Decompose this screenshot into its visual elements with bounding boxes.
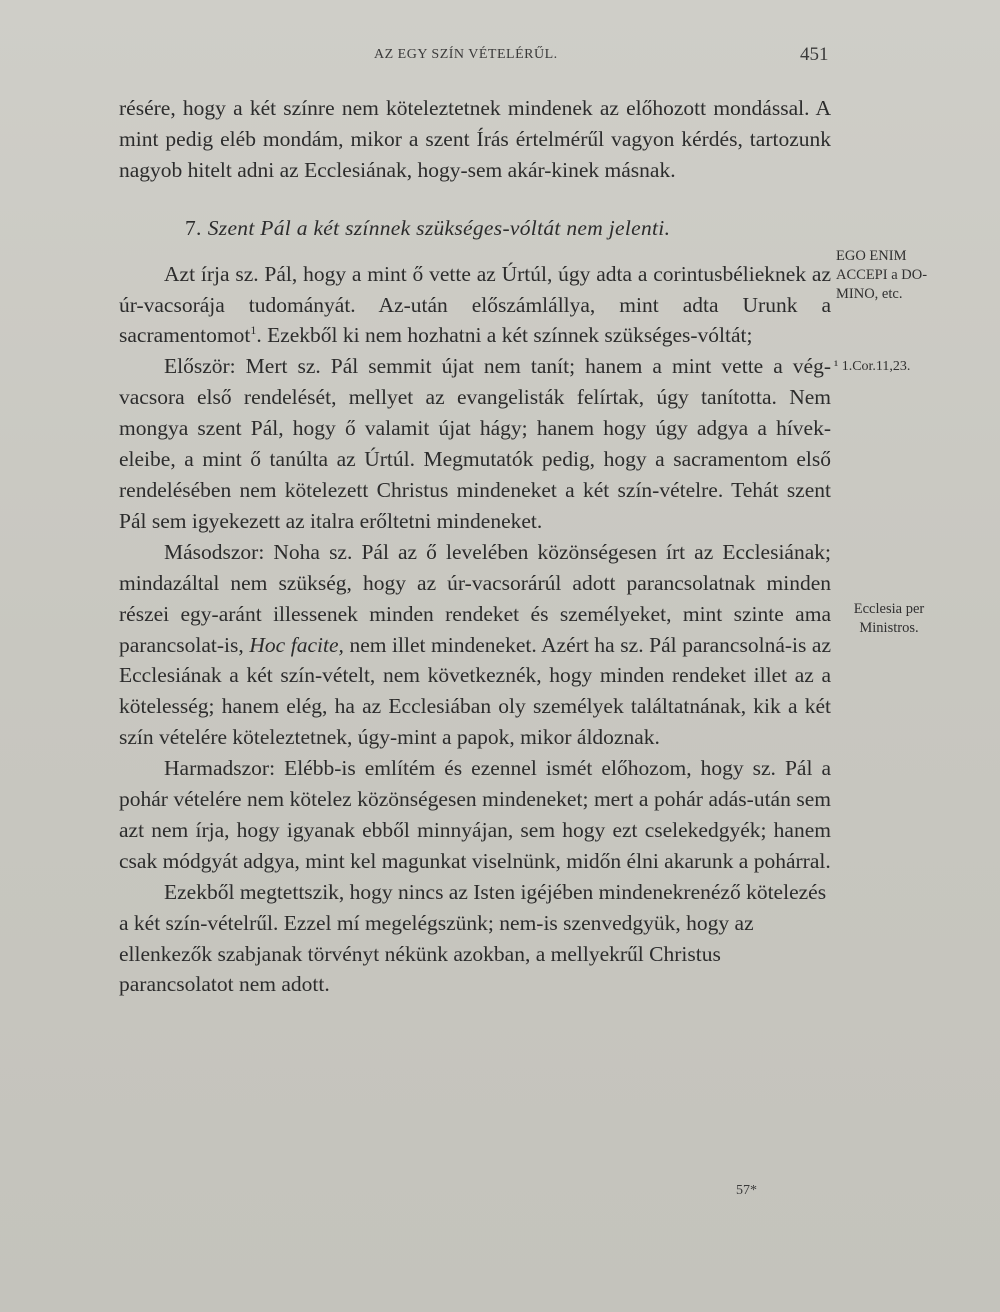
paragraph-3-part-a: Másodszor: Noha sz. Pál az ő levelében közönségesen írt az Ecclesiának; mindazáltal nem szükség, hogy az úr-vacsorárúl adott parancsolatnak minden részei egy-aránt illessenek minden rendeket és személyeket, mint szinte ama parancsolat-is, [119, 539, 831, 657]
printer-signature: 57* [736, 1183, 757, 1198]
page-number: 451 [800, 44, 829, 65]
paragraph-4: Harmadszor: Elébb-is említém és ezennel ismét előhozom, hogy sz. Pál a pohár vételére nem kötelez közönségesen mindeneket; mert a pohár adás-után sem azt nem írja, hogy igyanak ebből minnyájan, sem hogy ezt cselekedgyék; hanem csak módgyát adgya, mint kel magunkat viselnünk, midőn élni akarunk a pohárral. [119, 756, 831, 873]
body-text [119, 93, 831, 1000]
margin-note-line: MINO, etc. [836, 286, 903, 302]
margin-note-line: Ecclesia per [853, 601, 925, 617]
margin-note-ecclesia [834, 600, 944, 638]
margin-note-line: EGO ENIM [836, 248, 907, 264]
footnote-marker: 1 [250, 323, 257, 338]
paragraph-continuation: résére, hogy a két színre nem köteleztetnek mindenek az előhozott mondással. A mint pedig eléb mondám, mikor a szent Írás értelmérűl vagyon kérdés, tartozunk nagyob hitelt adni az Ecclesiának, hogy-sem akár-kinek másnak. [119, 96, 831, 182]
running-title: AZ EGY SZÍN VÉTELÉRŰL. [374, 47, 558, 62]
margin-note-ego-enim [836, 247, 956, 304]
section-title: Szent Pál a két színnek szükséges-vóltát nem jelenti. [207, 215, 671, 240]
paragraph-2: Először: Mert sz. Pál semmit újat nem tanít; hanem a mint vette a vég-vacsora első rendelését, mellyet az evangelisták felírtak, úgy tanította. Nem mongya szent Pál, hogy ő valamit újat hágy; hanem hogy úgy adgya a hívek-eleibe, a mint ő tanúlta az Úrtúl. Megmutatók pedig, hogy a sacramentom első rendelésében nem kötelezett Christus mindeneket a két szín-vételre. Tehát szent Pál sem igyekezett az italra erőltetni mindeneket. [119, 354, 831, 533]
paragraph-3-part-b: nem illet mindeneket. Azért ha sz. Pál parancsolná-is az Ecclesiának a két szín-vételt, nem következnék, hogy minden rendeket illet az a kötelesség; hanem elég, ha az Ecclesiában oly személyek találtatnának, kik a két szín vételére köteleztetnek, úgy-mint a papok, mikor áldoznak. [119, 632, 832, 750]
margin-note-reference: ¹ 1.Cor.11,23. [834, 359, 911, 374]
paragraph-3 [119, 537, 831, 753]
margin-note-line: ACCEPI a DO- [836, 267, 928, 283]
margin-note-line: Ministros. [859, 620, 919, 636]
paragraph-1-part-a: Azt írja sz. Pál, hogy a mint ő vette az Úrtúl, úgy adta a corintusbélieknek az úr-vacsorája tudományát. Az-után előszámlállya, mint adta Urunk a sacramentomot [119, 261, 831, 348]
paragraph-1-part-b: . Ezekből ki nem hozhatni a két színnek szükséges-vóltát; [256, 323, 753, 348]
latin-quote: Hoc facite, [249, 632, 344, 657]
section-heading [119, 213, 831, 244]
paragraph-5: Ezekből megtettszik, hogy nincs az Isten igéjében mindenekrenéző kötelezés a két szín-vételrűl. Ezzel mí megelégszünk; nem-is szenvedgyük, hogy az ellenkezők szabjanak törvényt nékünk azokban, a mellyekrűl Christus parancsolatot nem adott. [119, 879, 827, 997]
section-number: 7. [185, 215, 202, 240]
paragraph-1 [119, 259, 831, 352]
